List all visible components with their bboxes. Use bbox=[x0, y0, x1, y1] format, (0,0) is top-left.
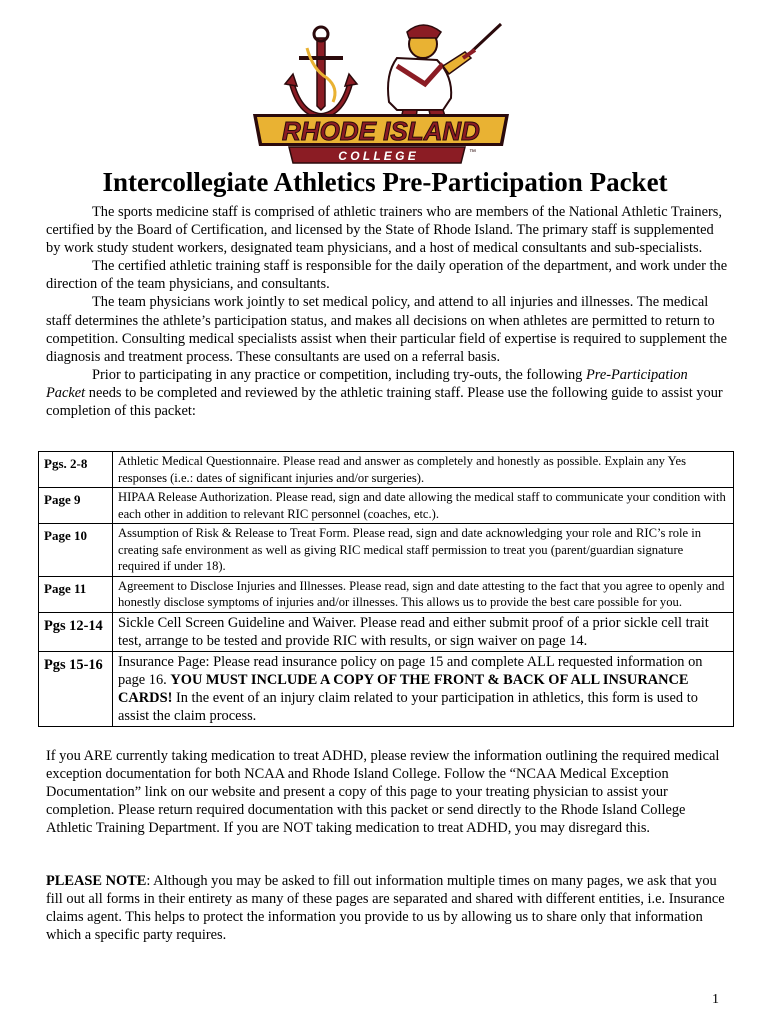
insurance-text-before: Insurance Page: Please read insurance policy on page 15 and complete ALL requested information on page 16. bbox=[118, 653, 703, 688]
table-row bbox=[39, 488, 734, 524]
logo-name-main: RHODE ISLAND bbox=[282, 116, 480, 146]
prior-text-after: needs to be completed and reviewed by the athletic training staff. Please use the following guide to assist your completion of this packet: bbox=[46, 384, 723, 420]
please-note-paragraph bbox=[46, 872, 730, 944]
table-row bbox=[39, 576, 734, 612]
logo-name-sub: C O L L E G E bbox=[338, 149, 416, 163]
intro-paragraph: The certified athletic training staff is responsible for the daily operation of the department, and work under the direction of the team physicians, and consultants. bbox=[46, 258, 728, 293]
insurance-text-after: In the event of an injury claim related to your participation in athletics, this form is used to assist the claim process. bbox=[118, 689, 698, 724]
note-text: : Although you may be asked to fill out information multiple times on many pages, we ask that you fill out all forms in their entirety as many of these pages are separated and shared with different entities, i.e. Insurance claims agent. This helps to protect the information you provide to us by allowing us to share only that information which a specific party requires. bbox=[46, 873, 725, 944]
guide-description: Athletic Medical Questionnaire. Please read and answer as completely and honestly as possible. Explain any Yes responses (i.e.: dates of significant injuries and/or surgeries). bbox=[113, 452, 734, 488]
guide-pages: Page 11 bbox=[39, 576, 113, 612]
guide-pages: Pgs 12-14 bbox=[39, 612, 113, 651]
table-row bbox=[39, 651, 734, 726]
intro-paragraph: The team physicians work jointly to set medical policy, and attend to all injuries and illnesses. The medical staff determines the athlete’s participation status, and makes all decisions on when athletes are permitted to return to competition. Consulting medical specialists assist when their particular field of expertise is required to supplement the diagnosis and treatment process. These consultants are used on a referral basis. bbox=[46, 294, 727, 365]
page-title: Intercollegiate Athletics Pre-Participation Packet bbox=[102, 167, 668, 197]
table-row bbox=[39, 452, 734, 488]
prior-text-before: Prior to participating in any practice or competition, including try-outs, the following bbox=[92, 366, 586, 383]
page-number: 1 bbox=[712, 992, 719, 1007]
logo-trademark: ™ bbox=[469, 149, 476, 156]
guide-pages: Page 10 bbox=[39, 524, 113, 577]
intro-paragraph: The sports medicine staff is comprised of athletic trainers who are members of the National Athletic Trainers, certified by the Board of Certification, and licensed by the State of Rhode Island. The primary staff is supplemented by work study student workers, designated team physicians, and a host of medical consultants and sub-specialists. bbox=[46, 204, 722, 257]
guide-description: Agreement to Disclose Injuries and Illnesses. Please read, sign and date attesting to the fact that you agree to openly and honestly disclose symptoms of injuries and/or illnesses. This allows us to provide the best care possible for you. bbox=[113, 576, 734, 612]
packet-guide-table bbox=[38, 451, 734, 727]
guide-pages: Page 9 bbox=[39, 488, 113, 524]
guide-pages: Pgs. 2-8 bbox=[39, 452, 113, 488]
anchor-mascot-icon bbox=[285, 24, 501, 128]
guide-pages: Pgs 15-16 bbox=[39, 651, 113, 726]
guide-description bbox=[113, 651, 734, 726]
table-row bbox=[39, 524, 734, 577]
packet-name: Pre-Participation Packet bbox=[46, 366, 688, 401]
intro-text bbox=[46, 203, 730, 420]
guide-description: HIPAA Release Authorization. Please read, sign and date allowing the medical staff to communicate your condition with each other in addition to relevant RIC personnel (coaches, etc.). bbox=[113, 488, 734, 524]
adhd-paragraph: If you ARE currently taking medication to treat ADHD, please review the information outlining the required medical exception documentation for both NCAA and Rhode Island College. Follow the “NCAA Medical Exception Documentation” link on our website and present a copy of this page to your treating physician to assist your completion. Please return required documentation with this packet or send directly to the Rhode Island College Athletic Training Department. If you are NOT taking medication to treat ADHD, you may disregard this. bbox=[46, 748, 720, 837]
prior-paragraph bbox=[46, 366, 730, 420]
insurance-warning: YOU MUST INCLUDE A COPY OF THE FRONT & BACK OF ALL INSURANCE CARDS! bbox=[118, 671, 689, 706]
note-label: PLEASE NOTE bbox=[46, 873, 147, 889]
guide-description: Sickle Cell Screen Guideline and Waiver. Please read and either submit proof of a prior sickle cell trait test, arrange to be tested and provide RIC with results, or sign waiver on page 14. bbox=[113, 612, 734, 651]
rhode-island-college-logo bbox=[247, 18, 515, 166]
table-row bbox=[39, 612, 734, 651]
guide-description: Assumption of Risk & Release to Treat Form. Please read, sign and date acknowledging your role and RIC’s role in creating safe environment as well as giving RIC medical staff permission to treat you (parent/guardian signature required if under 18). bbox=[113, 524, 734, 577]
